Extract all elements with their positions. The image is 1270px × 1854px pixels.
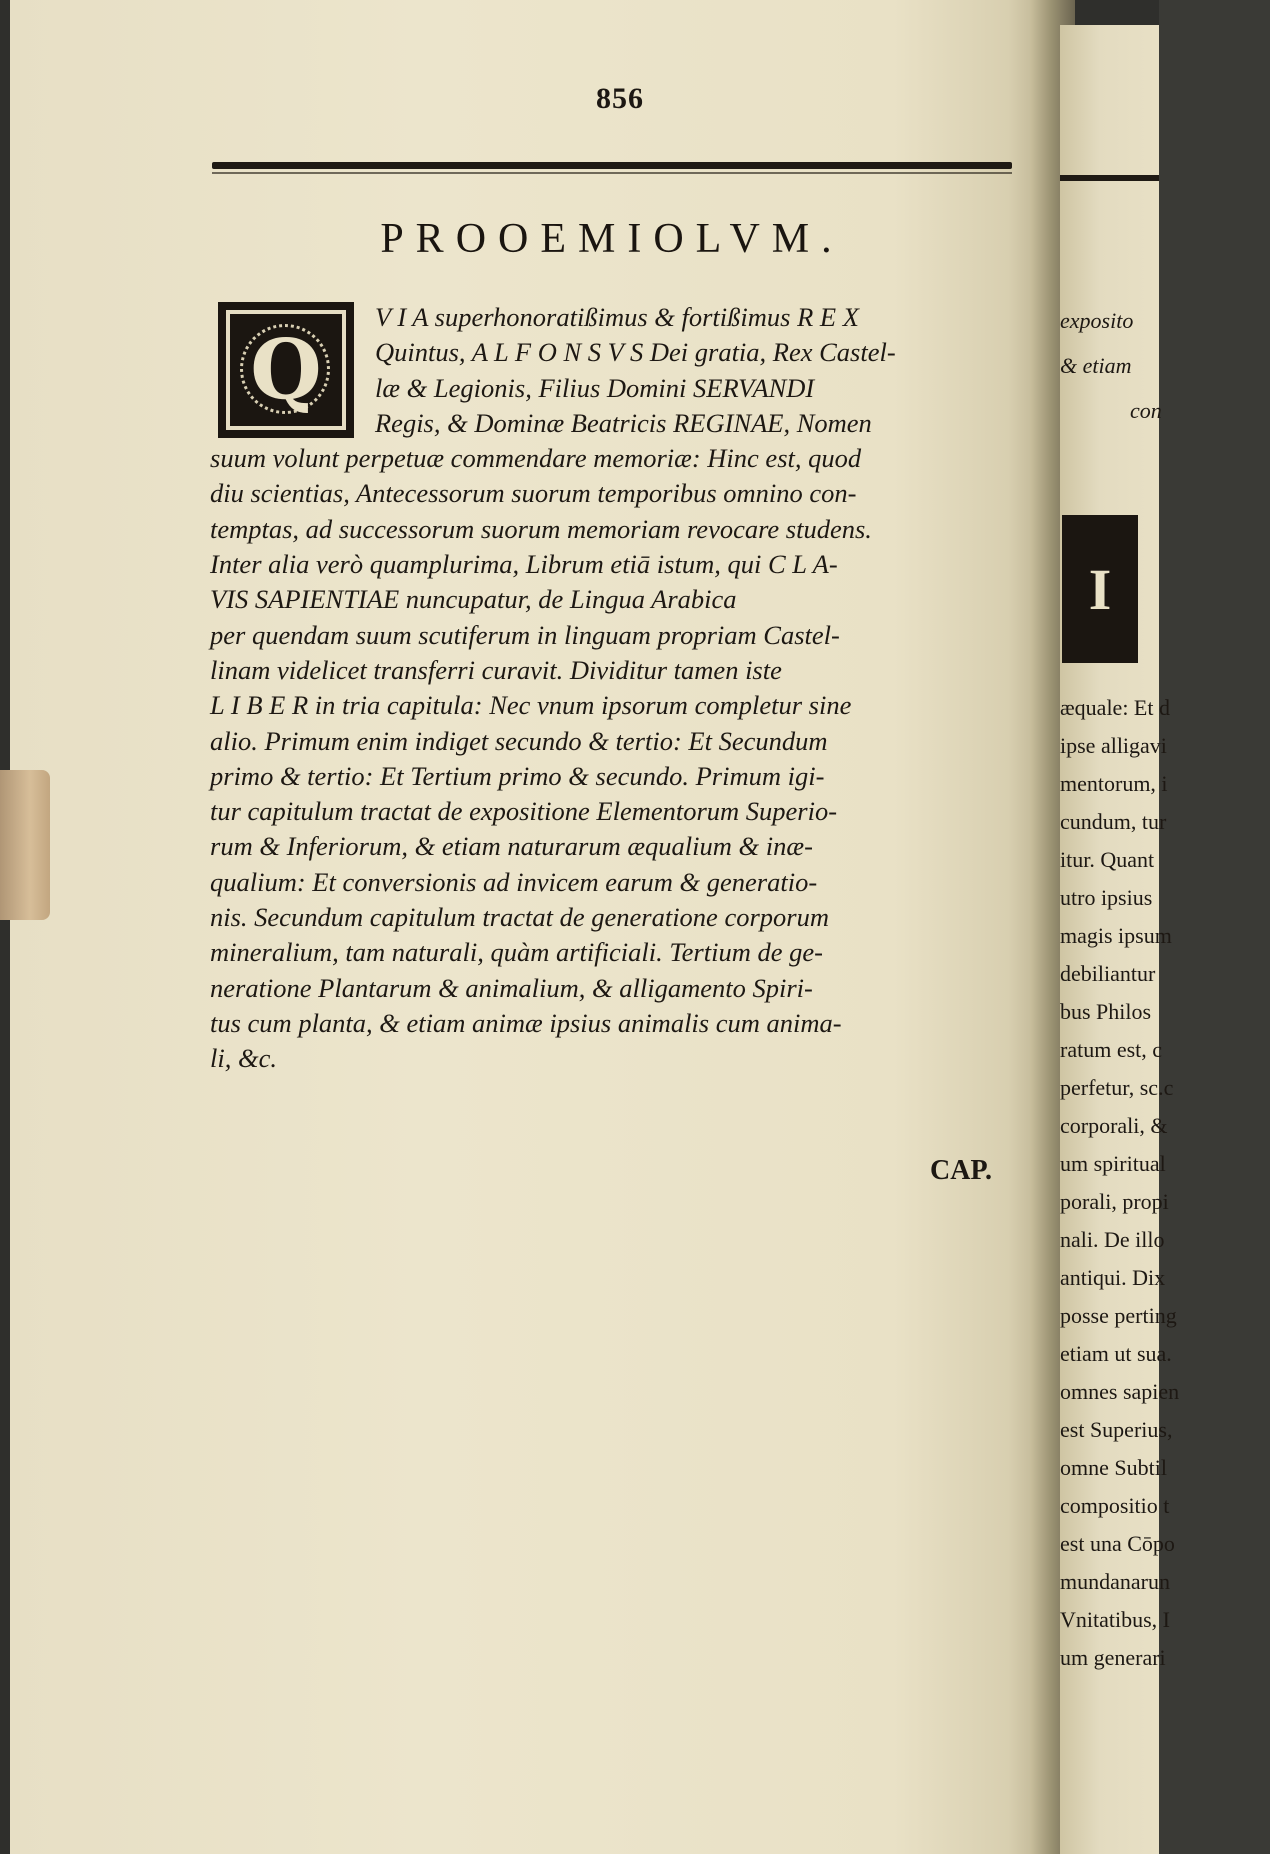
right-text-line: bus Philos <box>1060 999 1152 1024</box>
right-text-line: itur. Quant <box>1060 847 1155 872</box>
body-text <box>210 300 1015 1077</box>
right-text-line: ipse alligavi <box>1060 733 1167 758</box>
text-line: li, &c. <box>210 1043 277 1074</box>
text-line: V I A superhonoratißimus & fortißimus R E X <box>375 302 859 332</box>
text-line: neratione Plantarum & animalium, & alligamento Spiri- <box>210 972 813 1003</box>
right-text-line: compositio t <box>1060 1493 1170 1518</box>
right-text-line: um spiritual <box>1060 1151 1166 1176</box>
text-line: rum & Inferiorum, & etiam naturarum æqualium & inæ- <box>210 831 813 862</box>
right-text-line: porali, propi <box>1060 1189 1169 1214</box>
right-text-line: Vnitatibus, I <box>1060 1607 1170 1632</box>
right-text-line: mundanarun <box>1060 1569 1170 1594</box>
right-text-line: omne Subtil <box>1060 1455 1167 1480</box>
right-initial-letter: I <box>1088 556 1112 622</box>
right-text-line: posse perting <box>1060 1303 1177 1328</box>
right-text-line: debiliantur <box>1060 961 1156 986</box>
text-line: primo & tertio: Et Tertium primo & secundo. Primum igi- <box>210 760 825 791</box>
right-decorated-initial <box>1062 515 1138 663</box>
text-line: tur capitulum tractat de expositione Elementorum Superio- <box>210 796 838 827</box>
right-text-line: etiam ut sua. <box>1060 1341 1172 1366</box>
right-page <box>1060 25 1180 1854</box>
initial-letter: Q <box>250 322 322 418</box>
right-text-line: est Superius, <box>1060 1417 1173 1442</box>
right-text-line: ratum est, c <box>1060 1037 1163 1062</box>
right-text-line: nali. De illo <box>1060 1227 1165 1252</box>
text-line: mineralium, tam naturali, quàm artificiali. Tertium de ge- <box>210 937 823 968</box>
right-text-line: & etiam <box>1060 353 1132 378</box>
text-line: diu scientias, Antecessorum suorum temporibus omnino con- <box>210 478 857 509</box>
right-text-line: con <box>1130 398 1162 423</box>
page-number: 856 <box>596 82 644 115</box>
header-rule-thin <box>212 172 1012 174</box>
right-text-line: corporali, & <box>1060 1113 1168 1138</box>
text-line: Regis, & Dominæ Beatricis REGINAE, Nomen <box>375 407 872 438</box>
right-header-rule <box>1060 175 1159 181</box>
right-text-line: magis ipsum <box>1060 923 1172 948</box>
right-text-line: exposito <box>1060 308 1134 333</box>
right-text-line: mentorum, i <box>1060 771 1168 796</box>
right-text-line: omnes sapien <box>1060 1379 1180 1404</box>
page-tab-marker <box>0 770 50 920</box>
text-line: Inter alia verò quamplurima, Librum etiā istum, qui C L A- <box>210 549 838 580</box>
text-line: temptas, ad successorum suorum memoriam revocare studens. <box>210 513 872 544</box>
text-line: L I B E R in tria capitula: Nec vnum ipsorum completur sine <box>210 690 852 721</box>
text-line: qualium: Et conversionis ad invicem earum & generatio- <box>210 866 818 897</box>
right-text-line: utro ipsius <box>1060 885 1153 910</box>
right-text-line: cundum, tur <box>1060 809 1167 834</box>
right-text-line: um generari <box>1060 1645 1166 1670</box>
text-line: tus cum planta, & etiam animæ ipsius animalis cum anima- <box>210 1007 842 1038</box>
right-text-line: æquale: Et d <box>1060 695 1170 720</box>
text-line: suum volunt perpetuæ commendare memoriæ: Hinc est, quod <box>210 443 862 474</box>
text-line: per quendam suum scutiferum in linguam propriam Castel- <box>210 619 840 650</box>
text-line: nis. Secundum capitulum tractat de generatione corporum <box>210 902 829 933</box>
page-title: PROOEMIOLVM. <box>380 216 844 262</box>
header-rule <box>212 162 1012 169</box>
text-line: VIS SAPIENTIAE nuncupatur, de Lingua Arabica <box>210 584 737 615</box>
text-line: læ & Legionis, Filius Domini SERVANDI <box>375 372 815 403</box>
right-text-line: antiqui. Dix <box>1060 1265 1166 1290</box>
right-text-line: perfetur, sc.c <box>1060 1075 1174 1100</box>
text-line: Quintus, A L F O N S V S Dei gratia, Rex Castel- <box>375 337 896 368</box>
text-line: alio. Primum enim indiget secundo & tertio: Et Secundum <box>210 725 828 756</box>
right-text-line: est una Cōpo <box>1060 1531 1175 1556</box>
text-line: linam videlicet transferri curavit. Dividitur tamen iste <box>210 654 782 685</box>
catchword: CAP. <box>930 1155 992 1186</box>
